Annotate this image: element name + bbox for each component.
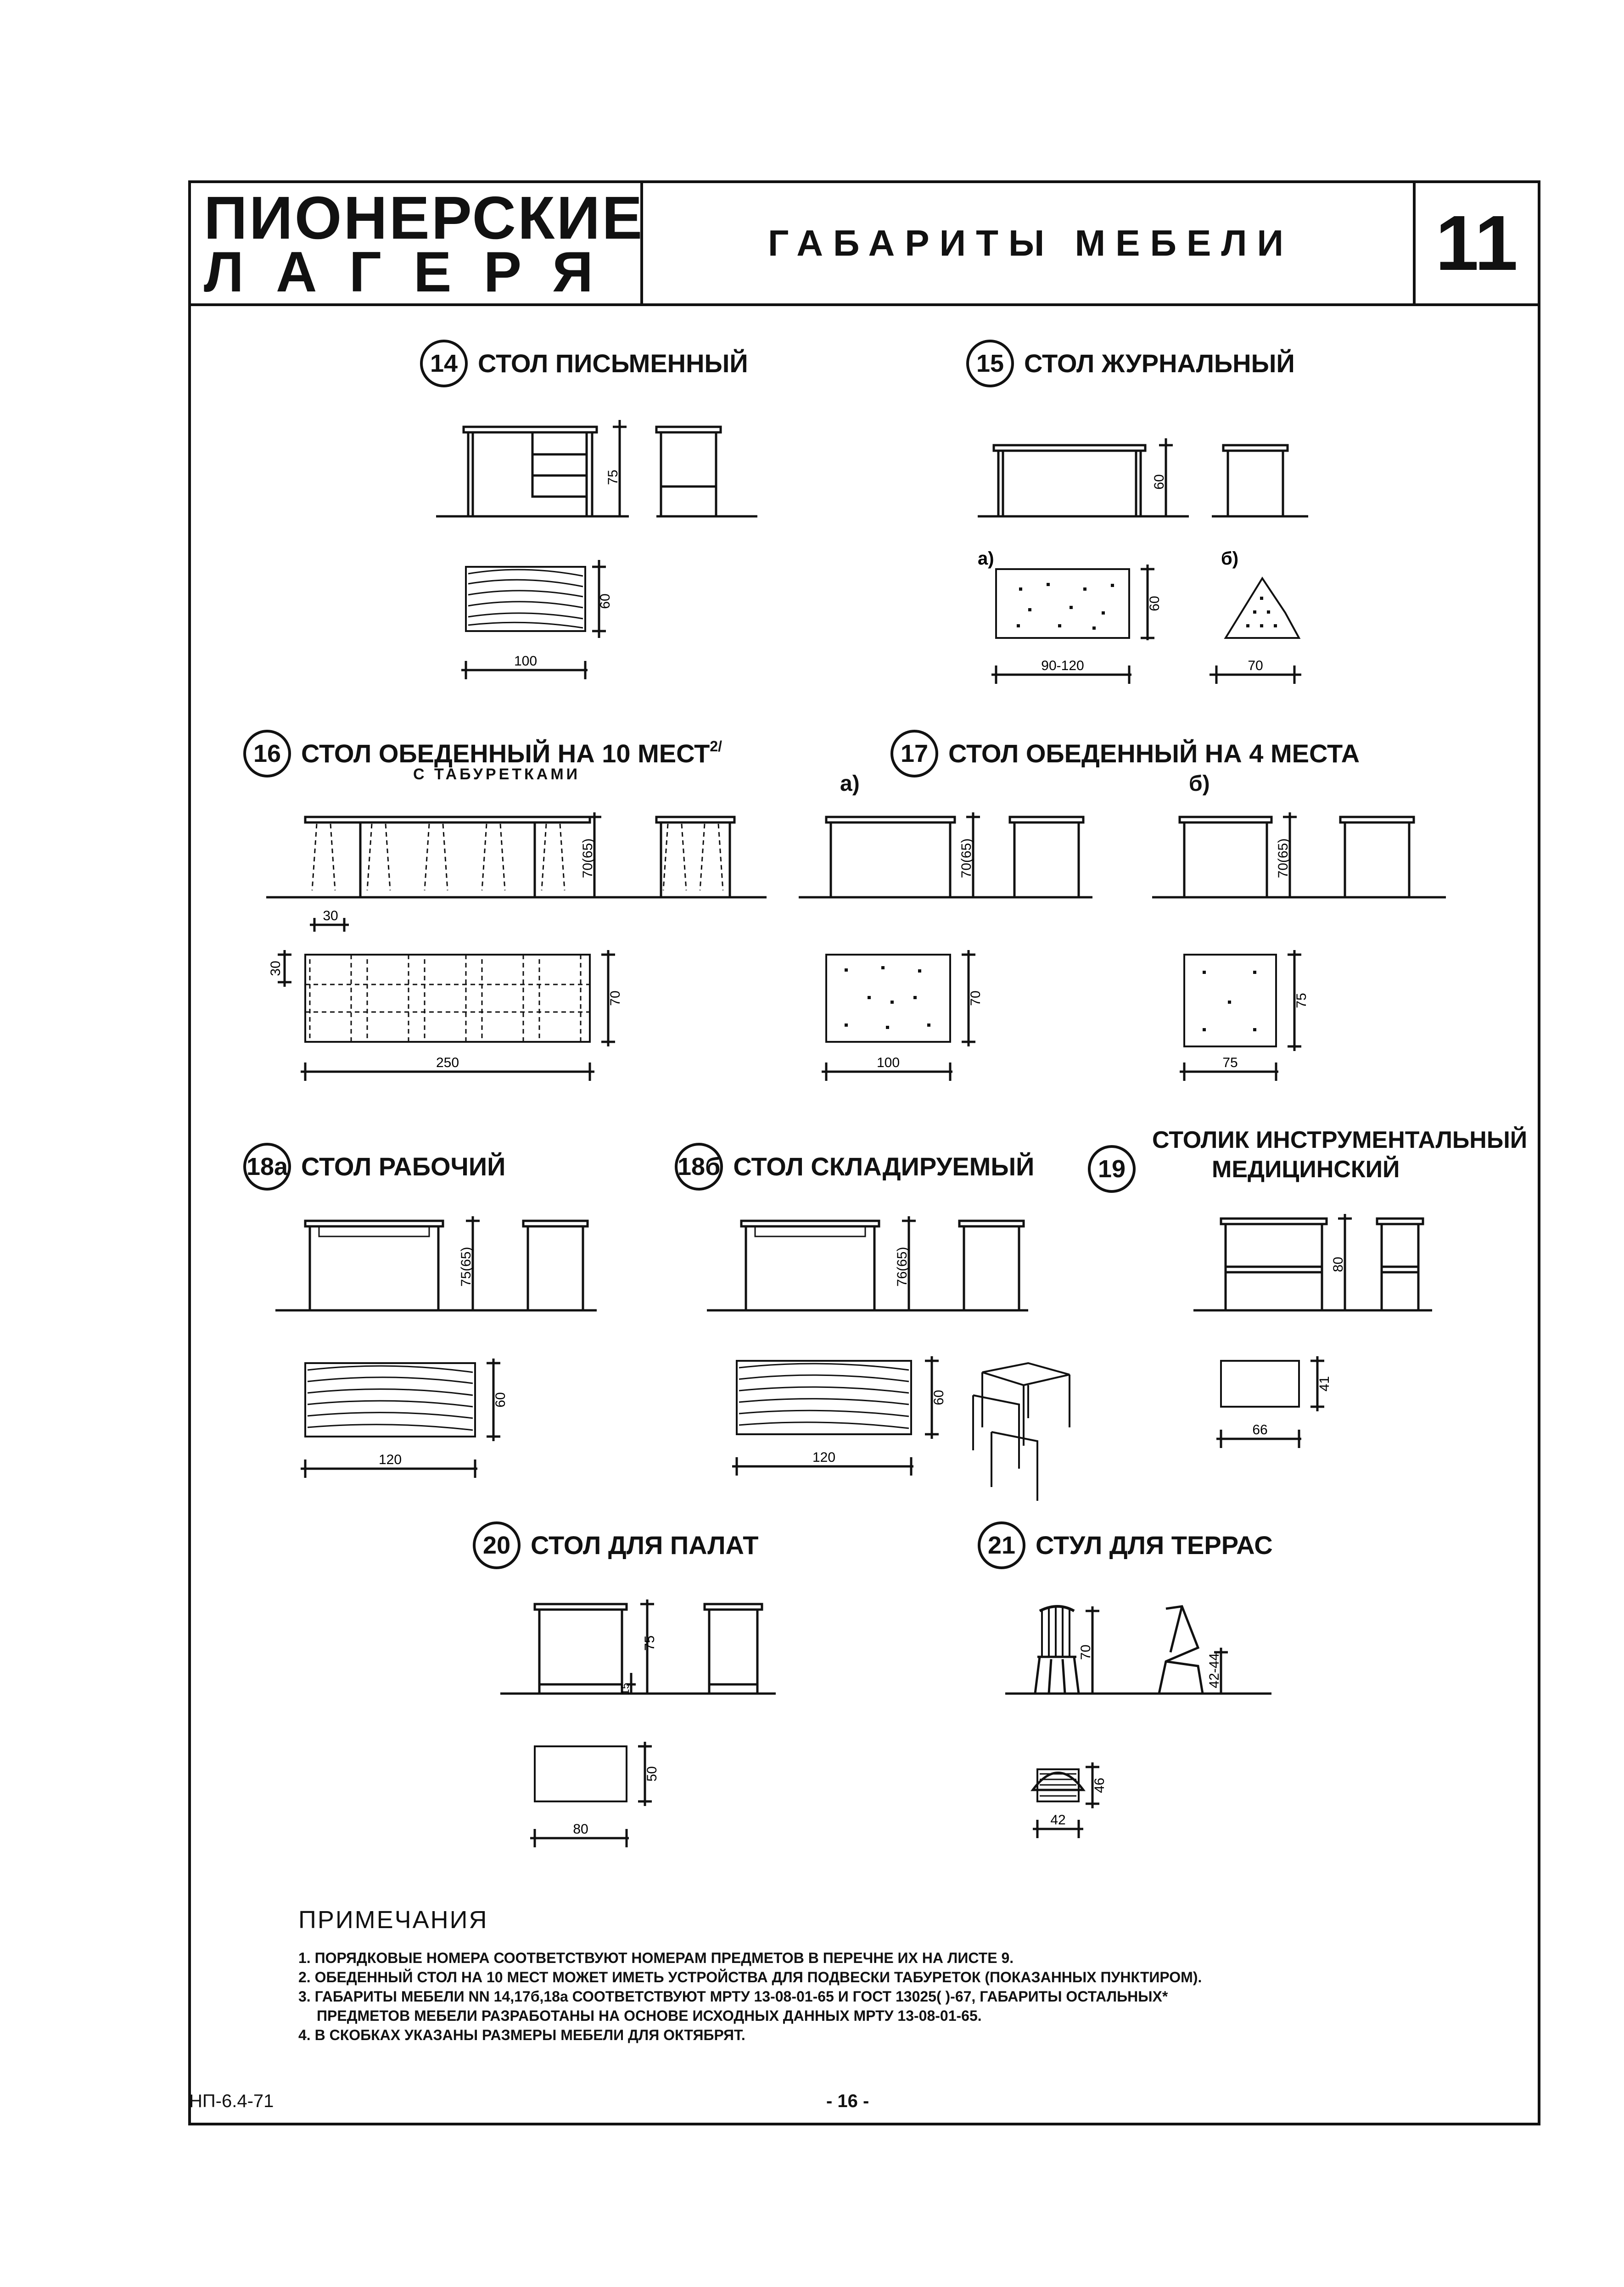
item-20-height: 75 [642,1635,657,1651]
item-20-number: 20 [473,1521,521,1569]
item-16-depth: 70 [608,990,623,1006]
item-19-caption [1088,1145,1146,1193]
item-18a-drawing [275,1212,597,1492]
item-18a-depth: 60 [493,1392,508,1408]
item-19-width: 66 [1252,1422,1268,1437]
item-18b-number: 18б [675,1143,723,1191]
item-18a-caption [243,1143,505,1191]
item-21-caption [978,1521,1273,1569]
item-16-drawing [266,808,767,1088]
series-title-line1: ПИОНЕРСКИЕ [204,184,644,252]
item-20-title: СТОЛ ДЛЯ ПАЛАТ [531,1531,759,1560]
item-21-title: СТУЛ ДЛЯ ТЕРРАС [1036,1531,1273,1560]
series-title [191,183,643,303]
item-18b-width: 120 [812,1450,836,1465]
item-15-width-a: 90-120 [1041,658,1084,673]
series-title-line2: ЛАГЕРЯ [204,240,626,304]
item-17-width-a: 100 [876,1055,900,1070]
page-number: - 16 - [826,2091,869,2111]
notes-heading: ПРИМЕЧАНИЯ [298,1906,488,1934]
item-19-drawing [1193,1207,1450,1464]
item-15-number: 15 [966,340,1014,387]
item-14-title: СТОЛ ПИСЬМЕННЫЙ [478,349,748,378]
item-19-title-line2: МЕДИЦИНСКИЙ [1212,1156,1400,1183]
item-15-width-b: 70 [1248,658,1263,673]
item-18a-width: 120 [378,1452,402,1467]
item-17-number: 17 [890,730,938,777]
sheet-subject: ГАБАРИТЫ МЕБЕЛИ [767,223,1294,263]
item-17-title: СТОЛ ОБЕДЕННЫЙ НА 4 МЕСТА [948,739,1360,768]
item-21-drawing [1005,1597,1281,1854]
item-18b-drawing [707,1212,1083,1510]
item-16-width: 250 [436,1055,459,1070]
item-17-height-b: 70(65) [1276,838,1291,878]
item-14-number: 14 [420,340,468,387]
item-18b-caption [675,1143,1034,1191]
item-16-stool-depth: 30 [268,961,283,976]
item-17-height-a: 70(65) [959,838,974,878]
item-17-variant-a: а) [840,772,860,796]
title-block [191,183,1538,306]
item-20-depth: 50 [644,1766,660,1782]
note-line-2: 2. ОБЕДЕННЫЙ СТОЛ НА 10 МЕСТ МОЖЕТ ИМЕТЬ УСТРОЙСТВА ДЛЯ ПОДВЕСКИ ТАБУРЕТОК (ПОКАЗАННЫХ ПУНКТИРОМ). [298,1969,1202,1985]
note-line-1: 1. ПОРЯДКОВЫЕ НОМЕРА СООТВЕТСТВУЮТ НОМЕРАМ ПРЕДМЕТОВ В ПЕРЕЧНЕ ИХ НА ЛИСТЕ 9. [298,1950,1014,1966]
document-code: НП-6.4-71 [189,2091,274,2111]
item-19-depth: 41 [1317,1376,1332,1392]
item-14-width: 100 [514,654,538,669]
item-20-width: 80 [573,1822,588,1837]
note-line-3: 3. ГАБАРИТЫ МЕБЕЛИ NN 14,17б,18а СООТВЕТСТВУЮТ МРТУ 13-08-01-65 И ГОСТ 13025( )-67, ГАБАРИТЫ ОСТАЛЬНЫХ* [298,1988,1168,2005]
item-20-leg-height: 15 [619,1683,632,1695]
item-21-number: 21 [978,1521,1025,1569]
item-17-width-b: 75 [1222,1055,1238,1070]
note-line-4: ПРЕДМЕТОВ МЕБЕЛИ РАЗРАБОТАНЫ НА ОСНОВЕ ИСХОДНЫХ ДАННЫХ МРТУ 13-08-01-65. [317,2007,982,2024]
item-18b-depth: 60 [931,1390,946,1405]
item-15-variant-a: а) [978,548,994,569]
item-21-depth: 46 [1092,1778,1107,1793]
item-16-number: 16 [243,730,291,777]
item-21-width: 42 [1050,1812,1066,1828]
item-17-depth-a: 70 [968,990,983,1006]
item-19-height: 80 [1331,1257,1346,1272]
item-16-title-sup: 2/ [710,738,722,755]
item-21-height: 70 [1078,1644,1093,1660]
sheet-number: 11 [1435,200,1518,287]
item-16-height: 70(65) [580,838,595,878]
item-18b-height: 76(65) [895,1247,910,1287]
item-14-drawing [436,413,757,711]
item-18a-number: 18а [243,1143,291,1191]
item-16-subtitle: С ТАБУРЕТКАМИ [413,766,581,783]
item-15-height: 60 [1152,474,1167,490]
item-15-depth: 60 [1147,596,1162,611]
item-14-height: 75 [605,470,621,485]
item-20-drawing [500,1597,799,1896]
item-17-caption [890,730,1360,777]
item-14-caption [420,340,748,387]
note-line-5: 4. В СКОБКАХ УКАЗАНЫ РАЗМЕРЫ МЕБЕЛИ ДЛЯ ОКТЯБРЯТ. [298,2027,745,2043]
item-18a-height: 75(65) [459,1247,474,1287]
item-17-variant-b: б) [1189,772,1210,796]
item-15-variant-b: б) [1221,548,1239,569]
item-19-number: 19 [1088,1145,1136,1193]
item-19-title-line1: СТОЛИК ИНСТРУМЕНТАЛЬНЫЙ [1152,1127,1528,1153]
sheet-number-cell [1413,183,1538,303]
item-20-caption [473,1521,758,1569]
item-17-drawing [799,808,1460,1088]
item-21-seat-height: 42-44 [1207,1653,1222,1689]
item-15-caption [966,340,1295,387]
item-16-stool-width: 30 [323,908,338,923]
item-18a-title: СТОЛ РАБОЧИЙ [301,1152,506,1181]
item-18b-title: СТОЛ СКЛАДИРУЕМЫЙ [733,1152,1035,1181]
item-15-title: СТОЛ ЖУРНАЛЬНЫЙ [1024,349,1295,378]
item-15-drawing [978,431,1354,725]
item-14-depth: 60 [598,593,613,609]
item-17-depth-b: 75 [1294,993,1309,1008]
item-16-title: СТОЛ ОБЕДЕННЫЙ НА 10 МЕСТ [301,739,710,768]
